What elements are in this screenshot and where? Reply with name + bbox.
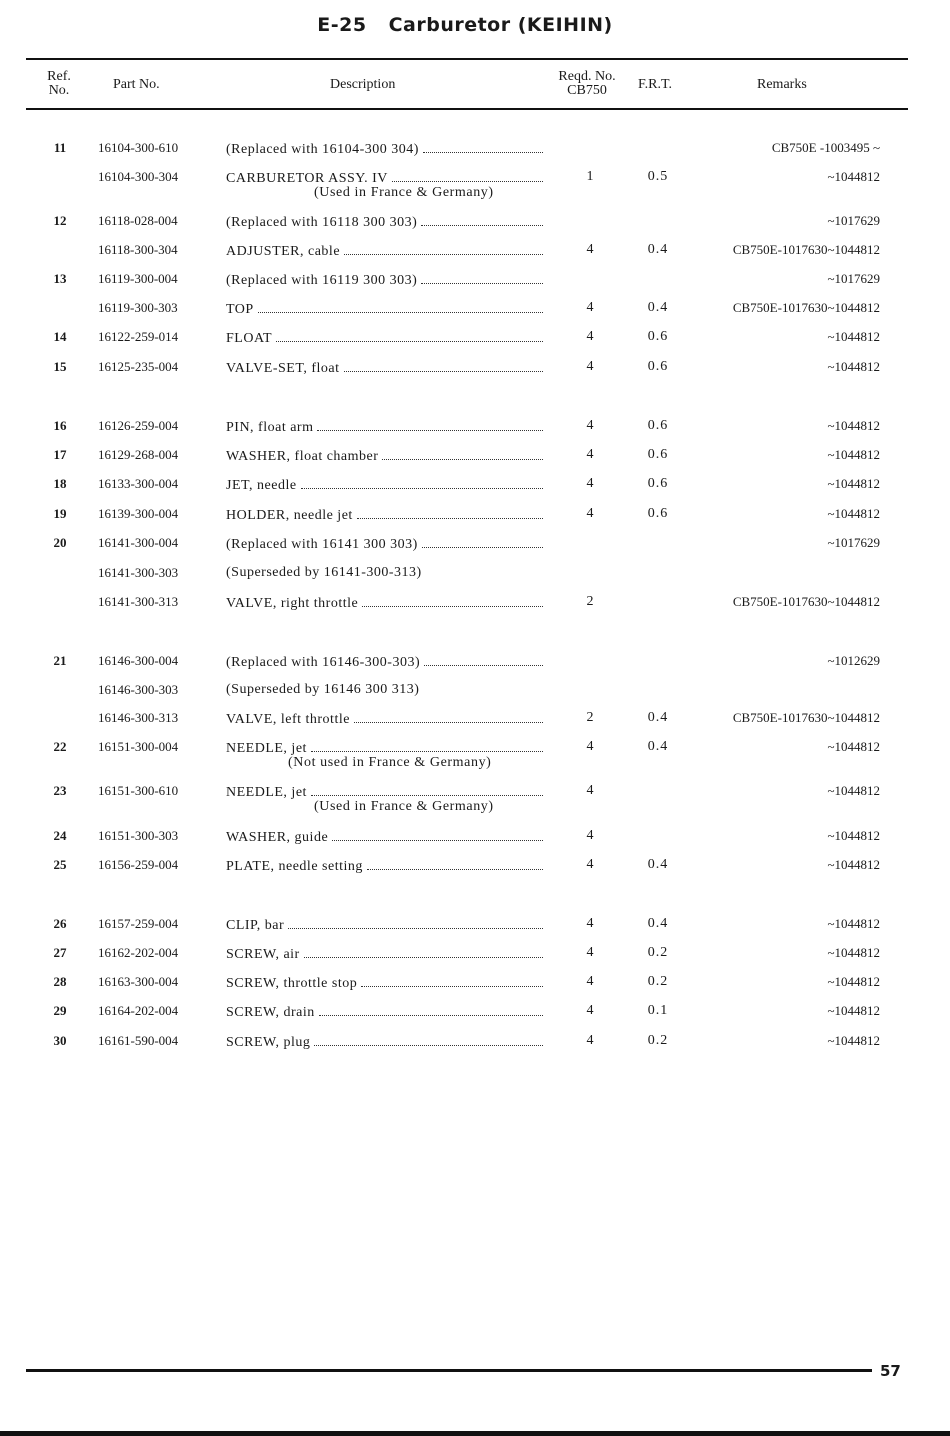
ref-number: 22 (53, 739, 67, 754)
frt-value: 0.4 (647, 300, 669, 315)
description (226, 710, 543, 728)
quantity: 4 (586, 945, 594, 960)
part-number: 16161-590-004 (98, 1033, 179, 1048)
leader-dots (314, 1033, 543, 1046)
remarks: ~1044812 (827, 739, 880, 754)
column-header-part: Part No. (113, 77, 160, 92)
quantity: 4 (586, 1003, 594, 1018)
description (226, 271, 543, 289)
description-text: HOLDER, needle jet (226, 508, 353, 523)
frt-value: 0.6 (647, 476, 669, 491)
remarks: ~1017629 (827, 535, 880, 550)
part-number: 16146-300-303 (98, 682, 179, 697)
description-text: (Replaced with 16118 300 303) (226, 215, 418, 230)
frt-value: 0.6 (647, 506, 669, 521)
description (226, 1003, 543, 1021)
table-row (0, 653, 950, 683)
remarks: ~1017629 (827, 213, 880, 228)
quantity: 4 (586, 783, 594, 798)
description-text: (Replaced with 16119 300 303) (226, 273, 418, 288)
description-text: PLATE, needle setting (226, 859, 363, 874)
table-row (0, 169, 950, 199)
description (226, 359, 543, 377)
footer-rule (26, 1369, 872, 1372)
frt-value: 0.6 (647, 418, 669, 433)
description (226, 140, 543, 158)
table-row (0, 916, 950, 946)
description (226, 594, 543, 612)
part-number: 16151-300-610 (98, 783, 179, 798)
quantity: 4 (586, 739, 594, 754)
table-row (0, 828, 950, 858)
table-row (0, 974, 950, 1004)
ref-number: 21 (53, 653, 67, 668)
leader-dots (362, 594, 543, 607)
table-row (0, 1003, 950, 1033)
remarks: ~1044812 (827, 1003, 880, 1018)
description-note: (Not used in France & Germany) (288, 755, 492, 770)
part-number: 16141-300-004 (98, 535, 179, 550)
description-text: CLIP, bar (226, 918, 285, 933)
part-number: 16141-300-303 (98, 565, 179, 580)
remarks: ~1044812 (827, 1033, 880, 1048)
description-text: (Superseded by 16141-300-313) (226, 565, 422, 580)
frt-value: 0.6 (647, 329, 669, 344)
frt-value: 0.4 (647, 916, 669, 931)
description (226, 213, 543, 231)
remarks: ~1044812 (827, 857, 880, 872)
quantity: 4 (586, 974, 594, 989)
ref-number: 28 (53, 974, 67, 989)
description (226, 535, 543, 553)
quantity: 4 (586, 828, 594, 843)
description-text: (Replaced with 16141 300 303) (226, 537, 418, 552)
description (226, 447, 543, 465)
frt-value: 0.4 (647, 710, 669, 725)
quantity: 4 (586, 447, 594, 462)
frt-value: 0.5 (647, 169, 669, 184)
leader-dots (354, 710, 543, 723)
remarks: ~1044812 (827, 418, 880, 433)
ref-number: 18 (53, 476, 67, 491)
leader-dots (423, 140, 543, 153)
header-top-rule (26, 58, 908, 60)
ref-number: 26 (53, 916, 67, 931)
table-row (0, 476, 950, 506)
leader-dots (424, 653, 543, 666)
description-text: VALVE, right throttle (226, 596, 359, 611)
remarks: ~1017629 (827, 271, 880, 286)
table-row (0, 242, 950, 272)
description (226, 506, 543, 524)
table-row (0, 739, 950, 769)
description (226, 300, 543, 318)
frt-value: 0.1 (647, 1003, 669, 1018)
quantity: 4 (586, 329, 594, 344)
header-bottom-rule (26, 108, 908, 110)
table-row (0, 535, 950, 565)
ref-number: 14 (53, 329, 67, 344)
column-header-reqd: Reqd. No. CB750 (558, 69, 616, 98)
remarks: ~1044812 (827, 169, 880, 184)
ref-number: 24 (53, 828, 67, 843)
description (226, 476, 543, 494)
table-row (0, 213, 950, 243)
part-number: 16146-300-313 (98, 710, 179, 725)
remarks: ~1044812 (827, 447, 880, 462)
part-number: 16151-300-004 (98, 739, 179, 754)
column-header-ref: Ref. No. (47, 69, 71, 98)
description-text: WASHER, float chamber (226, 449, 379, 464)
description (226, 329, 543, 347)
description-text: WASHER, guide (226, 830, 329, 845)
table-row (0, 447, 950, 477)
leader-dots (311, 739, 543, 752)
leader-dots (288, 916, 543, 929)
leader-dots (276, 329, 543, 342)
leader-dots (421, 213, 543, 226)
table-row (0, 1033, 950, 1063)
leader-dots (357, 506, 543, 519)
leader-dots (422, 535, 543, 548)
column-header-frt: F.R.T. (638, 77, 673, 92)
bottom-edge-band (0, 1431, 950, 1436)
part-number: 16157-259-004 (98, 916, 179, 931)
table-row (0, 710, 950, 740)
quantity: 4 (586, 242, 594, 257)
leader-dots (421, 271, 543, 284)
ref-number: 16 (53, 418, 67, 433)
description (226, 565, 543, 581)
description-text: TOP (226, 302, 254, 317)
ref-number: 12 (53, 213, 67, 228)
ref-number: 19 (53, 506, 67, 521)
frt-value: 0.4 (647, 857, 669, 872)
part-number: 16151-300-303 (98, 828, 179, 843)
page-title (0, 14, 930, 36)
ref-number: 15 (53, 359, 67, 374)
remarks: ~1044812 (827, 476, 880, 491)
ref-number: 25 (53, 857, 67, 872)
remarks: CB750E-1017630~1044812 (732, 710, 880, 725)
description (226, 974, 543, 992)
leader-dots (361, 974, 543, 987)
description-text: NEEDLE, jet (226, 741, 307, 756)
description (226, 1033, 543, 1051)
remarks: ~1044812 (827, 783, 880, 798)
quantity: 4 (586, 476, 594, 491)
frt-value: 0.2 (647, 974, 669, 989)
description-text: SCREW, air (226, 947, 300, 962)
part-number: 16163-300-004 (98, 974, 179, 989)
description (226, 828, 543, 846)
table-row (0, 682, 950, 712)
quantity: 1 (586, 169, 594, 184)
quantity: 4 (586, 857, 594, 872)
remarks: ~1044812 (827, 329, 880, 344)
description (226, 916, 543, 934)
ref-number: 29 (53, 1003, 67, 1018)
description-note: (Used in France & Germany) (314, 185, 494, 200)
description-text: NEEDLE, jet (226, 785, 307, 800)
part-number: 16119-300-303 (98, 300, 178, 315)
ref-number: 13 (53, 271, 67, 286)
description-text: SCREW, drain (226, 1005, 315, 1020)
quantity: 2 (586, 710, 594, 725)
part-number: 16162-202-004 (98, 945, 179, 960)
quantity: 4 (586, 418, 594, 433)
column-header-remarks: Remarks (757, 77, 807, 92)
table-row (0, 329, 950, 359)
part-number: 16125-235-004 (98, 359, 179, 374)
part-number: 16139-300-004 (98, 506, 179, 521)
frt-value: 0.4 (647, 739, 669, 754)
remarks: ~1044812 (827, 828, 880, 843)
table-row (0, 594, 950, 624)
description-text: (Replaced with 16104-300 304) (226, 142, 419, 157)
remarks: CB750E-1017630~1044812 (732, 300, 880, 315)
description (226, 945, 543, 963)
description-text: CARBURETOR ASSY. IV (226, 171, 388, 186)
leader-dots (319, 1003, 543, 1016)
part-number: 16118-028-004 (98, 213, 178, 228)
remarks: ~1044812 (827, 974, 880, 989)
part-number: 16118-300-304 (98, 242, 178, 257)
table-row (0, 418, 950, 448)
leader-dots (382, 447, 543, 460)
ref-number: 17 (53, 447, 67, 462)
description (226, 418, 543, 436)
part-number: 16119-300-004 (98, 271, 178, 286)
part-number: 16104-300-610 (98, 140, 179, 155)
part-number: 16104-300-304 (98, 169, 179, 184)
description-note: (Used in France & Germany) (314, 799, 494, 814)
ref-number: 20 (53, 535, 67, 550)
description-text: FLOAT (226, 331, 273, 346)
table-row (0, 359, 950, 389)
quantity: 4 (586, 359, 594, 374)
quantity: 4 (586, 916, 594, 931)
ref-number: 23 (53, 783, 67, 798)
leader-dots (304, 945, 543, 958)
description-text: VALVE-SET, float (226, 361, 340, 376)
description-text: (Replaced with 16146-300-303) (226, 655, 421, 670)
description-text: ADJUSTER, cable (226, 244, 341, 259)
description-text: SCREW, throttle stop (226, 976, 358, 991)
ref-number: 11 (53, 140, 67, 155)
ref-number: 27 (53, 945, 67, 960)
remarks: ~1044812 (827, 945, 880, 960)
remarks: CB750E-1017630~1044812 (732, 594, 880, 609)
leader-dots (258, 300, 543, 313)
leader-dots (317, 418, 543, 431)
remarks: ~1044812 (827, 359, 880, 374)
leader-dots (367, 857, 543, 870)
remarks: ~1044812 (827, 506, 880, 521)
part-number: 16141-300-313 (98, 594, 179, 609)
leader-dots (344, 242, 543, 255)
description (226, 242, 543, 260)
part-number: 16146-300-004 (98, 653, 179, 668)
table-row (0, 140, 950, 170)
quantity: 4 (586, 1033, 594, 1048)
quantity: 4 (586, 300, 594, 315)
remarks: ~1044812 (827, 916, 880, 931)
remarks: CB750E-1017630~1044812 (732, 242, 880, 257)
remarks: ~1012629 (827, 653, 880, 668)
description-text: VALVE, left throttle (226, 712, 350, 727)
description (226, 857, 543, 875)
page-heading: Carburetor (KEIHIN) (388, 14, 613, 36)
table-row (0, 783, 950, 813)
leader-dots (301, 476, 543, 489)
column-header-description: Description (330, 77, 396, 92)
page-number: 57 (880, 1362, 901, 1380)
part-number: 16164-202-004 (98, 1003, 179, 1018)
leader-dots (311, 783, 543, 796)
leader-dots (344, 359, 543, 372)
description-text: PIN, float arm (226, 420, 314, 435)
description-text: (Superseded by 16146 300 313) (226, 682, 420, 697)
frt-value: 0.2 (647, 945, 669, 960)
frt-value: 0.6 (647, 359, 669, 374)
table-row (0, 271, 950, 301)
part-number: 16126-259-004 (98, 418, 179, 433)
frt-value: 0.2 (647, 1033, 669, 1048)
remarks: CB750E -1003495 ~ (771, 140, 880, 155)
frt-value: 0.6 (647, 447, 669, 462)
description-text: SCREW, plug (226, 1035, 311, 1050)
leader-dots (392, 169, 543, 182)
table-row (0, 945, 950, 975)
part-number: 16122-259-014 (98, 329, 179, 344)
part-number: 16133-300-004 (98, 476, 179, 491)
part-number: 16156-259-004 (98, 857, 179, 872)
description (226, 682, 543, 698)
ref-number: 30 (53, 1033, 67, 1048)
part-number: 16129-268-004 (98, 447, 179, 462)
leader-dots (332, 828, 543, 841)
table-row (0, 857, 950, 887)
description-text: JET, needle (226, 478, 297, 493)
description (226, 653, 543, 671)
quantity: 4 (586, 506, 594, 521)
table-row (0, 506, 950, 536)
page-code: E-25 (317, 14, 367, 36)
quantity: 2 (586, 594, 594, 609)
frt-value: 0.4 (647, 242, 669, 257)
table-row (0, 300, 950, 330)
table-row (0, 565, 950, 595)
